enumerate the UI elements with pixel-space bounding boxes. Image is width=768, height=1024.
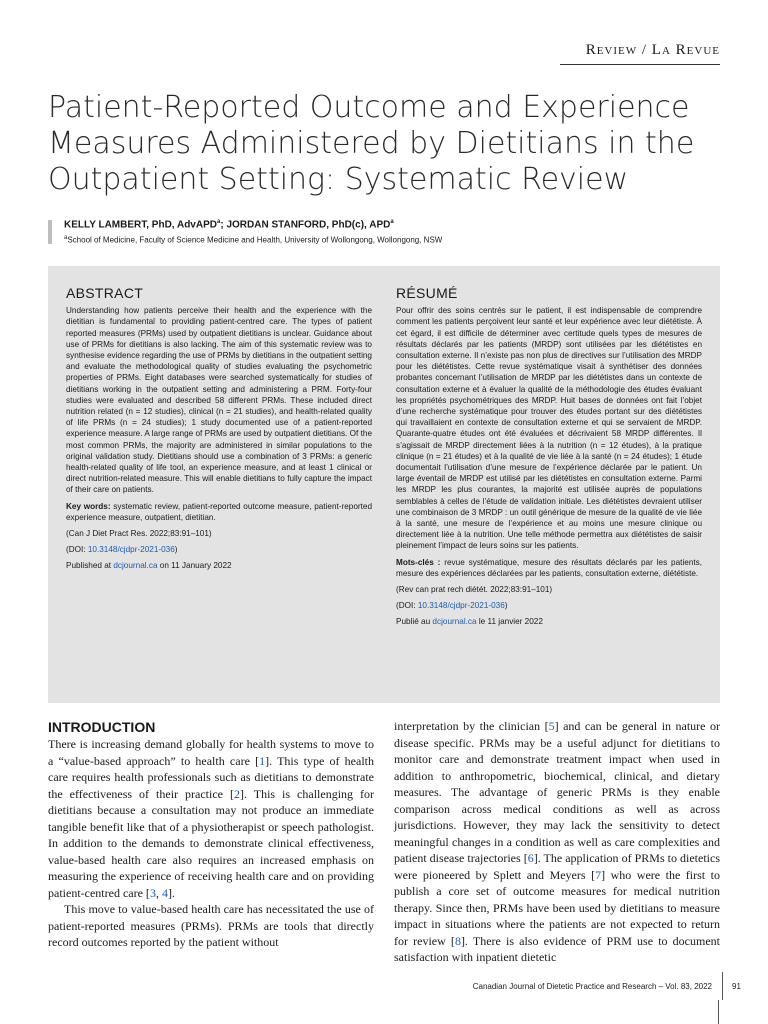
text-run: ]. This type of health care requires health professionals such as dietitians to demonstrate the effectiveness of their practice [ [48,753,374,801]
ref-link[interactable]: 4 [161,885,168,900]
abstract-text: Understanding how patients perceive their health and the experience with the dietitian is fundamental to providing patient-centred care. The types of patient reported measures (PRMs) used by outpatient dietitians is unclear. Guidance about use of PRMs for dietitians is also lacking. The aim of this systematic review was to synthesise evidence regarding the use of PRMs by dietitians in the outpatient setting and evaluate the methodological quality of studies evaluating the psychometric properties of PRMs. Eight databases were searched systematically for studies of dietitians working in the outpatient setting and administering a PRM. Forty-four studies were evaluated and described 58 different PRMs. These included direct nutrition related (n = 12 studies), clinical (n = 21 studies), and health-related quality of life PRMs (n = 24 studies); 1 study documented use of a patient-reported experience measure. A large range of PRMs are used by outpatient dietitians. Of the most common PRMs, the majority are administered in similar populations to the original validation study. Dietitians should use a combination of 3 PRMs: a generic health-related quality of life tool, an experience measure, and at least 1 clinical or direct nutrition-related measure. This will enable dietitians to fully capture the impact of their care on patients. [66,306,372,495]
author-1: KELLY LAMBERT, PhD, AdvAPD [64,219,217,231]
text-run: ] and can be general in nature or disease specific. PRMs may be a useful adjunct for dietitians to monitor care and demonstrate treatment impact when used in addition to anthropometric, biochemical, clinical, and dietary measures. The advantage of generic PRMs is they enable comparison across medical conditions as well as across jurisdictions. However, they may lack the sensitivity to detect meaningful changes in a condition as well as care complexities and patient disease trajectories [ [394,719,721,865]
doi-prefix: (DOI: [66,545,88,555]
resume-citation: (Rev can prat rech diétét. 2022;83:91–101) [396,585,553,595]
resume-heading: RÉSUMÉ [396,285,458,301]
abstract-published [66,560,372,571]
keywords-text: systematic review, patient-reported outcome measure, patient-reported experience measure, outpatient, dietitian. [66,501,372,522]
resume-keywords [396,557,702,579]
mots-cles-label: Mots-clés : [396,557,441,567]
author-separator: ; [220,219,227,231]
text-run: ]. The application of PRMs to dietetics were pioneered by Splett and Meyers [ [394,851,720,882]
resume-doi [396,600,702,611]
author-list [64,219,394,230]
author-2: JORDAN STANFORD, PhD(c), APD [226,219,391,231]
published-prefix: Published at [66,561,114,571]
text-run: interpretation by the clinician [ [394,719,549,733]
published-suffix: le 11 janvier 2022 [476,617,543,627]
doi-link[interactable]: 10.3148/cjdpr-2021-036 [417,601,505,611]
keywords-label: Key words: [66,501,111,511]
journal-link[interactable]: dcjournal.ca [113,561,158,571]
doi-suffix: ) [504,601,508,611]
intro-paragraph-2-cont [394,718,720,966]
text-run: ] who were the first to publish a core set of outcome measures for medical nutrition therapy. Since then, PRMs have been used by dietitians to measure impact in situations where the patients are not expected to return for review [ [394,867,720,948]
ref-link[interactable]: 6 [527,851,534,865]
body-column-left [48,718,374,951]
ref-link[interactable]: 8 [454,933,461,948]
mots-cles-text: revue systématique, mesure des résultats déclarés par les patients, mesure des expériences déclarées par les patients, consultation externe, diététiste. [396,557,703,578]
resume-column [396,285,703,633]
authors-accent-bar [48,220,52,244]
abstract-box [48,266,720,703]
ref-link[interactable]: 2 [233,786,240,801]
resume-published [396,616,702,627]
text-run: ]. [167,885,175,900]
affiliation [64,235,442,245]
abstract-heading: ABSTRACT [66,285,144,301]
article-title: Patient-Reported Outcome and Experience Measures Administered by Dietitians in the Outpatient Setting: Systematic Review [48,90,695,197]
text-run: ]. This is challenging for dietitians because a consultation may not produce an immediate tangible benefit like that of a physiotherapist or speech pathologist. In addition to the demands to demonstrate clinical effectiveness, value-based health care also requires an increased emphasis on measuring the experience of receiving health care and on providing patient-centred care [ [48,786,375,900]
margin-rule [718,1000,719,1024]
text-run: ]. There is also evidence of PRM use to document satisfaction with inpatient dietetic [394,933,720,964]
published-prefix: Publié au [396,617,433,627]
author-2-sup: a [390,219,394,225]
section-label: Review / La Revue [585,42,720,58]
intro-paragraph-1 [48,736,374,901]
ref-link[interactable]: 5 [548,719,555,733]
ref-link[interactable]: 3 [149,885,156,900]
doi-suffix: ) [174,545,178,555]
ref-link[interactable]: 7 [595,867,602,882]
doi-link[interactable]: 10.3148/cjdpr-2021-036 [87,545,175,555]
affiliation-text: School of Medicine, Faculty of Science Medicine and Health, University of Wollongong, Wollongong, NSW [67,235,443,245]
header-rule [560,64,720,65]
abstract-column [66,285,372,577]
journal-link[interactable]: dcjournal.ca [432,617,477,627]
abstract-doi [66,544,372,555]
intro-heading: INTRODUCTION [48,719,156,735]
resume-text: Pour offrir des soins centrés sur le patient, il est indispensable de comprendre comment les patients perçoivent leur santé et leur expérience avec leur diététiste. À cet égard, il est difficile de déterminer avec certitude quels types de mesures de résultats déclarés par les patients (MRDP) sont utilisées par les diététistes en consultation externe. Il n’existe pas non plus de directives sur l’utilisation des MRDP pour les diététistes. Cette revue systématique visait à synthétiser des données probantes concernant l’utilisation de MRDP par les diététistes dans un contexte de consultation externe et à évaluer la qualité de la méthodologie des études évaluant les propriétés psychométriques des MRDP. Huit bases de données ont fait l’objet d’une recherche systématique pour trouver des études portant sur des diététistes qui travaillaient en contexte de consultation externe et qui se servaient de MRDP. Quarante-quatre études ont été évaluées et décrivaient 58 MRDP différentes. Il s’agissait de MRDP directement liées à la nutrition (n = 12 études), à la pratique clinique (n = 21 études) et à la qualité de vie liée à la santé (n = 24 études); 1 étude documentait l’utilisation d’une mesure de l’expérience déclarée par le patient. Un large éventail de MRDP est utilisé par les diététistes en consultation externe. Parmi les MRDP les plus courantes, la majorité est utilisée auprès de populations semblables à celles de l’étude de validation initiale. Les diététistes devraient utiliser une combinaison de 3 MRDP : un outil générique de mesure de la qualité de vie liée à la santé, une mesure de l’expérience et au moins une mesure clinique ou directement liée à la nutrition. Une telle méthode permettra aux diététistes de saisir pleinement l’impact de leurs soins sur les patients. [396,306,702,551]
doi-prefix: (DOI: [396,601,418,611]
published-suffix: on 11 January 2022 [157,561,232,571]
abstract-keywords [66,501,372,523]
abstract-citation: (Can J Diet Pract Res. 2022;83:91–101) [66,529,212,539]
affiliation-sup: a [64,235,68,241]
footer-divider [722,972,723,1000]
intro-paragraph-2: This move to value-based health care has necessitated the use of patient-reported measures (PRMs). PRMs are tools that directly record outcomes reported by the patient without [48,902,374,949]
page-number: 91 [732,982,741,991]
author-1-sup: a [216,219,221,225]
text-run: , [155,885,162,900]
ref-link[interactable]: 1 [259,753,266,768]
footer-journal: Canadian Journal of Dietetic Practice and Research – Vol. 83, 2022 [472,982,712,991]
text-run: There is increasing demand globally for health systems to move to a “value-based approach” to health care [ [48,737,374,768]
body-column-right [394,718,720,966]
